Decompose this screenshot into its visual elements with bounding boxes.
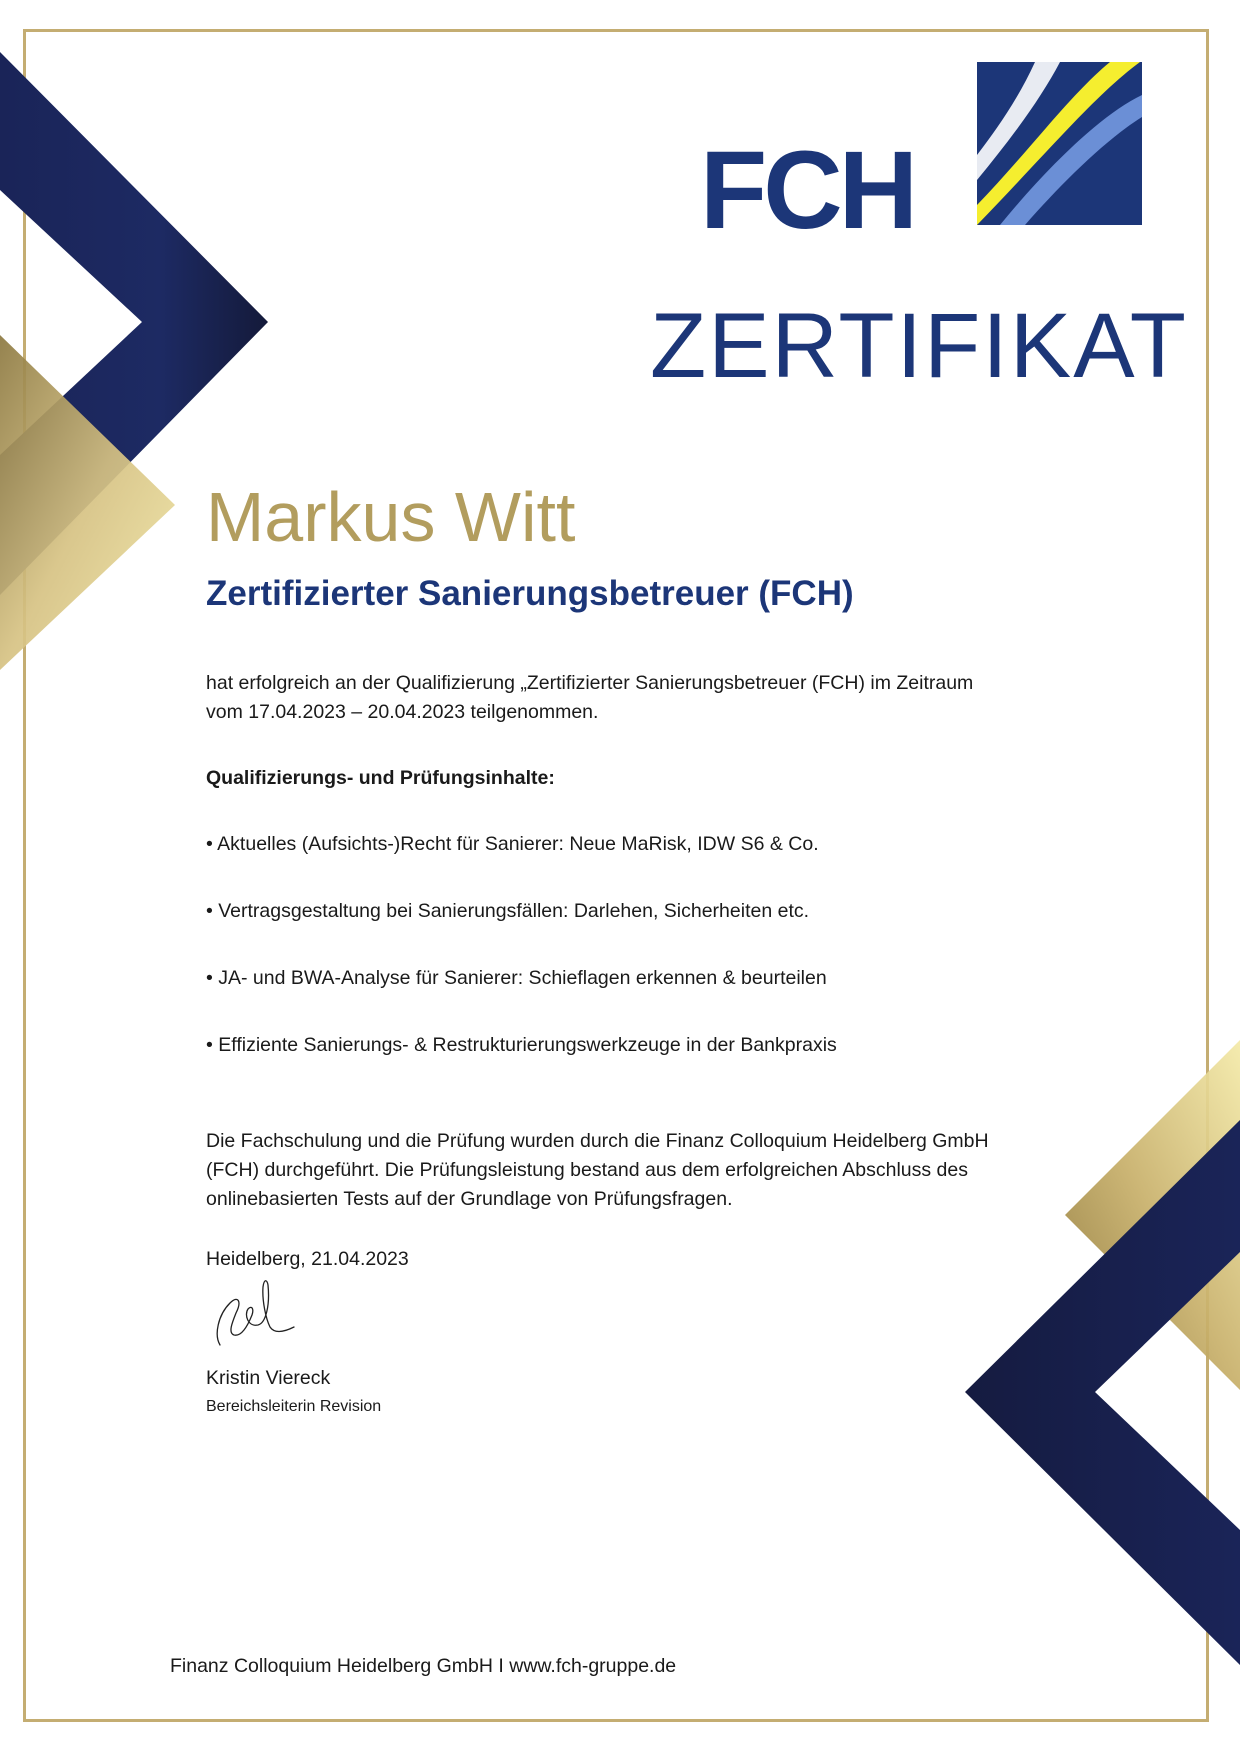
closing-line-2: (FCH) durchgeführt. Die Prüfungsleistung bestand aus dem erfolgreichen Abschluss des	[206, 1159, 968, 1181]
footer-text: Finanz Colloquium Heidelberg GmbH I www.fch-gruppe.de	[170, 1655, 677, 1677]
closing-line-1: Die Fachschulung und die Prüfung wurden durch die Finanz Colloquium Heidelberg GmbH	[206, 1130, 989, 1152]
closing-line-3: onlinebasierten Tests auf der Grundlage von Prüfungsfragen.	[206, 1188, 733, 1210]
place-date: Heidelberg, 21.04.2023	[206, 1248, 409, 1270]
contents-heading: Qualifizierungs- und Prüfungsinhalte:	[206, 767, 555, 789]
signatory-name: Kristin Viereck	[206, 1367, 331, 1389]
certificate-title: Zertifizierter Sanierungsbetreuer (FCH)	[206, 574, 854, 613]
intro-line-1: hat erfolgreich an der Qualifizierung „Zertifizierter Sanierungsbetreuer (FCH) im Zeitraum	[206, 672, 974, 694]
logo-emblem-icon	[977, 62, 1142, 225]
recipient-name: Markus Witt	[206, 478, 576, 556]
logo-wordmark: FCH	[700, 129, 915, 230]
content-item: • Effiziente Sanierungs- & Restrukturierungswerkzeuge in der Bankpraxis	[206, 1034, 837, 1056]
content-item: • JA- und BWA-Analyse für Sanierer: Schieflagen erkennen & beurteilen	[206, 967, 827, 989]
certificate-heading: ZERTIFIKAT	[650, 295, 1188, 397]
signature-image	[208, 1275, 296, 1347]
signatory-role: Bereichsleiterin Revision	[206, 1398, 382, 1415]
intro-line-2: vom 17.04.2023 – 20.04.2023 teilgenommen.	[206, 701, 599, 723]
fch-logo	[700, 55, 1160, 230]
content-item: • Vertragsgestaltung bei Sanierungsfällen: Darlehen, Sicherheiten etc.	[206, 900, 810, 922]
content-item: • Aktuelles (Aufsichts-)Recht für Sanierer: Neue MaRisk, IDW S6 & Co.	[206, 833, 819, 855]
